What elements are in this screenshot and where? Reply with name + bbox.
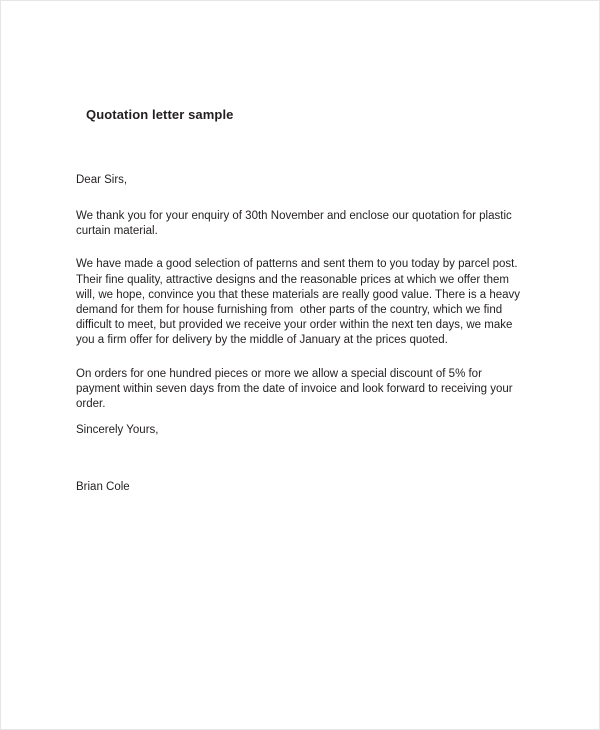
signature-name: Brian Cole bbox=[76, 481, 130, 493]
paragraph-2: We have made a good selection of patterns and sent them to you today by parcel post. Their fine quality, attractive designs and the reasonable prices at which we offer them will, we hope, convince you that these materials are really good value. There is a heavy demand for them for house furnishing from other parts of the country, which we find difficult to meet, but provided we receive your order within the next ten days, we make you a firm offer for delivery by the middle of January at the prices quoted. bbox=[76, 258, 524, 347]
closing-salutation: Sincerely Yours, bbox=[76, 424, 159, 436]
paragraph-1: We thank you for your enquiry of 30th November and enclose our quotation for plastic curtain material. bbox=[76, 210, 515, 238]
page-title: Quotation letter sample bbox=[86, 107, 234, 122]
paragraph-3: On orders for one hundred pieces or more we allow a special discount of 5% for payment within seven days from the date of invoice and look forward to receiving your order. bbox=[76, 367, 516, 411]
salutation: Dear Sirs, bbox=[76, 174, 128, 186]
letter-content bbox=[76, 173, 528, 430]
